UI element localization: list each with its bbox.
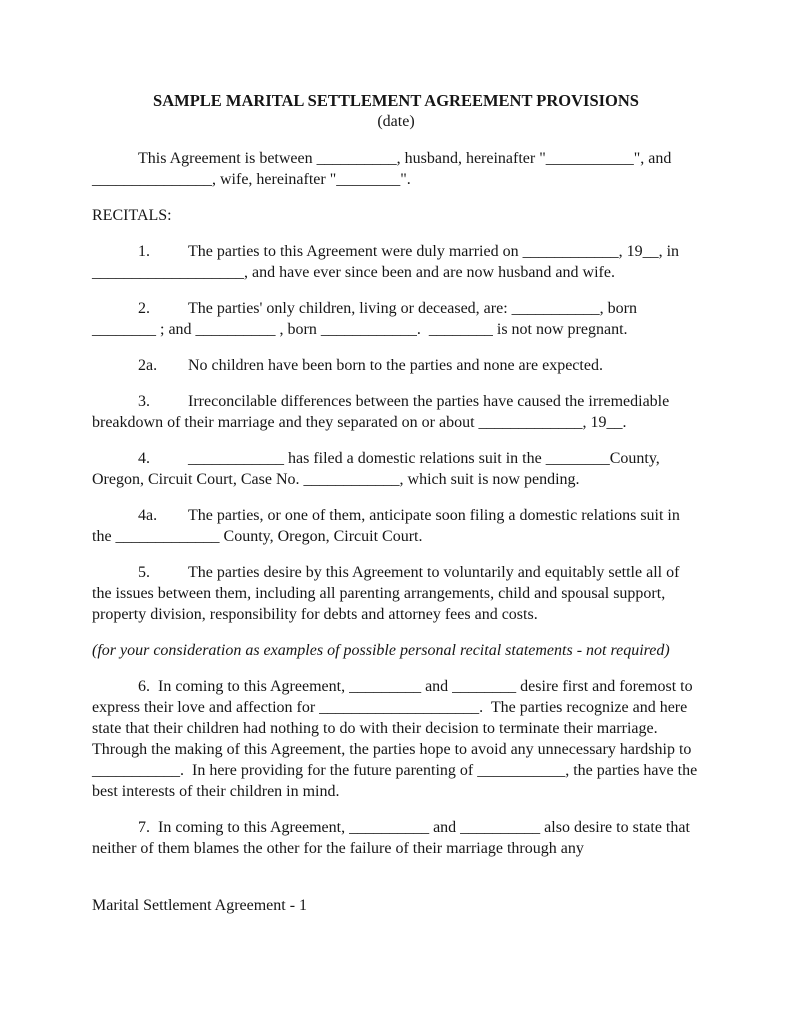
- paragraph-text: The parties' only children, living or deceased, are: ___________, born ________ ; and __________ , born ____________. ________ is not now pregnant.: [92, 300, 641, 338]
- paragraph-text: ____________ has filed a domestic relations suit in the ________County, Oregon, Circuit Court, Case No. ____________, which suit is now pending.: [92, 450, 664, 488]
- item-number: 6.: [138, 678, 150, 695]
- paragraph: [92, 241, 700, 283]
- document-subtitle: (date): [377, 113, 415, 130]
- paragraph: [92, 205, 700, 226]
- paragraph-text: No children have been born to the parties and none are expected.: [188, 357, 603, 374]
- item-number: 4.: [138, 450, 150, 467]
- item-number: 2a.: [138, 357, 158, 374]
- paragraph: [92, 817, 700, 859]
- paragraph: [92, 298, 700, 340]
- paragraph-text: Irreconcilable differences between the parties have caused the irremediable breakdown of their marriage and they separated on or about _____________, 19__.: [92, 393, 674, 431]
- paragraph: [92, 505, 700, 547]
- paragraph: [92, 391, 700, 433]
- item-number: 1.: [138, 243, 150, 260]
- paragraph: [92, 448, 700, 490]
- paragraph: [92, 562, 700, 625]
- paragraph: [92, 355, 700, 376]
- paragraph: [92, 148, 700, 190]
- paragraph: [92, 640, 700, 661]
- document-body: [92, 148, 700, 859]
- page-footer: Marital Settlement Agreement - 1: [92, 897, 308, 914]
- document-title: SAMPLE MARITAL SETTLEMENT AGREEMENT PROVISIONS: [153, 91, 639, 110]
- paragraph-text: The parties desire by this Agreement to voluntarily and equitably settle all of the issues between them, including all parenting arrangements, child and spousal support, property division, responsibility for debts and attorney fees and costs.: [92, 564, 684, 623]
- paragraph-text: (for your consideration as examples of possible personal recital statements - not required): [92, 642, 670, 659]
- item-number: 3.: [138, 393, 150, 410]
- paragraph-text: The parties to this Agreement were duly married on ____________, 19__, in ___________________, and have ever since been and are now husband and wife.: [92, 243, 684, 281]
- item-number: 4a.: [138, 507, 158, 524]
- paragraph-text: This Agreement is between __________, husband, hereinafter "___________", and _______________, wife, hereinafter "________".: [92, 150, 676, 188]
- item-number: 2.: [138, 300, 150, 317]
- paragraph-text: In coming to this Agreement, _________ and ________ desire first and foremost to express their love and affection for ____________________. The parties recognize and here state that their children had nothing to do with their decision to terminate their marriage. Through the making of this Agreement, the parties hope to avoid any unnecessary hardship to ___________. In here providing for the future parenting of ___________, the parties have the best interests of their children in mind.: [92, 678, 702, 800]
- paragraph-text: RECITALS:: [92, 207, 172, 224]
- item-number: 7.: [138, 819, 150, 836]
- paragraph: [92, 676, 700, 802]
- paragraph-text: In coming to this Agreement, __________ and __________ also desire to state that neither of them blames the other for the failure of their marriage through any: [92, 819, 694, 857]
- item-number: 5.: [138, 564, 150, 581]
- paragraph-text: The parties, or one of them, anticipate soon filing a domestic relations suit in the _____________ County, Oregon, Circuit Court.: [92, 507, 684, 545]
